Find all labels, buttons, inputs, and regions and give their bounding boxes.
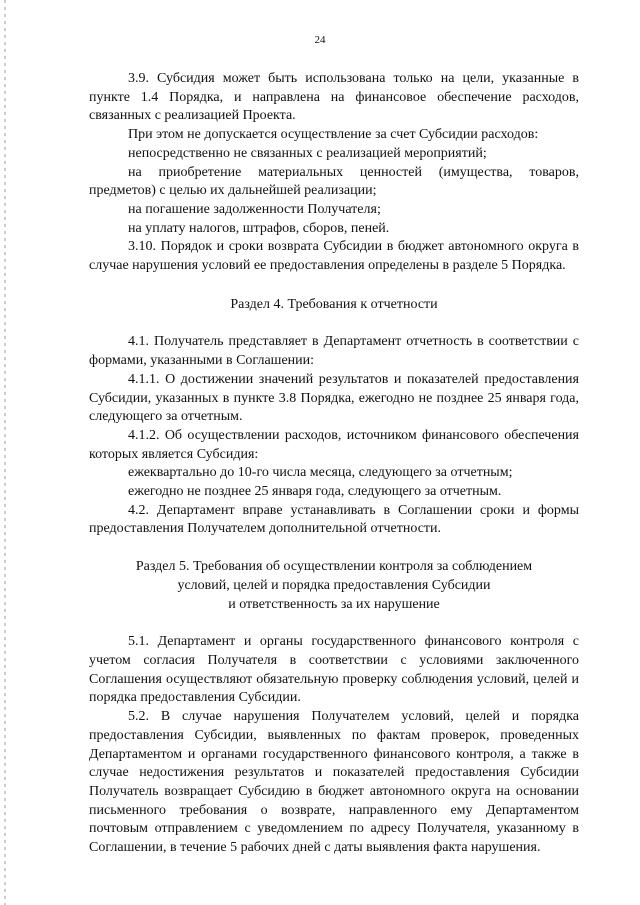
paragraph-4-1: 4.1. Получатель представляет в Департамент отчетность в соответствии с формами, указанными в Соглашении: [89, 334, 579, 369]
list-item-debt-repayment: на погашение задолженности Получателя; [128, 201, 381, 217]
list-item-unrelated-expenses: непосредственно не связанных с реализацией мероприятий; [128, 145, 487, 161]
section-4-heading: Раздел 4. Требования к отчетности [230, 296, 438, 312]
paragraph-5-1: 5.1. Департамент и органы государственного финансового контроля с учетом согласия Получателя в соответствии с условиями заключенного Соглашения осуществляют обязательную проверку соблюдения условий, целей и порядка предоставления Субсидии. [89, 634, 579, 706]
scan-left-edge [4, 0, 6, 905]
list-item-material-assets: на приобретение материальных ценностей (имущества, товаров, предметов) с целью их дальнейшей реализации; [89, 164, 579, 199]
paragraph-3-9: 3.9. Субсидия может быть использована только на цели, указанные в пункте 1.4 Порядка, и направлена на финансовое обеспечение расходов, связанных с реализацией Проекта. [89, 71, 579, 124]
paragraph-4-1-1: 4.1.1. О достижении значений результатов и показателей предоставления Субсидии, указанных в пункте 3.8 Порядка, ежегодно не позднее 25 января года, следующего за отчетным. [89, 371, 579, 425]
paragraph-4-2: 4.2. Департамент вправе устанавливать в Соглашении сроки и формы предоставления Получателем дополнительной отчетности. [89, 502, 579, 537]
section-5-heading-line-1: Раздел 5. Требования об осуществлении контроля за соблюдением [135, 559, 533, 575]
section-5-heading-line-3: и ответственность за их нарушение [228, 596, 440, 612]
list-item-annual: ежегодно не позднее 25 января года, следующего за отчетным. [128, 484, 502, 500]
section-5-heading [89, 558, 579, 614]
paragraph-expenses-intro: При этом не допускается осуществление за счет Субсидии расходов: [128, 127, 539, 143]
list-item-quarterly: ежеквартально до 10-го числа месяца, следующего за отчетным; [128, 465, 513, 481]
paragraph-4-1-2: 4.1.2. Об осуществлении расходов, источником финансового обеспечения которых является Субсидия: [89, 427, 579, 462]
document-body [89, 70, 579, 858]
list-item-taxes-fines: на уплату налогов, штрафов, сборов, пеней. [128, 220, 390, 236]
page-number: 24 [314, 34, 326, 46]
paragraph-3-10: 3.10. Порядок и сроки возврата Субсидии в бюджет автономного округа в случае нарушения условий ее предоставления определены в разделе 5 Порядка. [89, 239, 579, 274]
paragraph-5-2: 5.2. В случае нарушения Получателем условий, целей и порядка предоставления Субсидии, выявленных по фактам проверок, проведенных Департаментом и органами государственного финансового контроля, а также в случае недостижения результатов и показателей предоставления Субсидии Получатель возвращает Субсидию в бюджет автономного округа на основании письменного требования о возврате, направленного ему Департаментом почтовым отправлением с уведомлением по адресу Получателя, указанному в Соглашении, в течение 5 рабочих дней с даты выявления факта нарушения. [89, 709, 579, 856]
section-5-heading-line-2: условий, целей и порядка предоставления Субсидии [177, 577, 491, 593]
